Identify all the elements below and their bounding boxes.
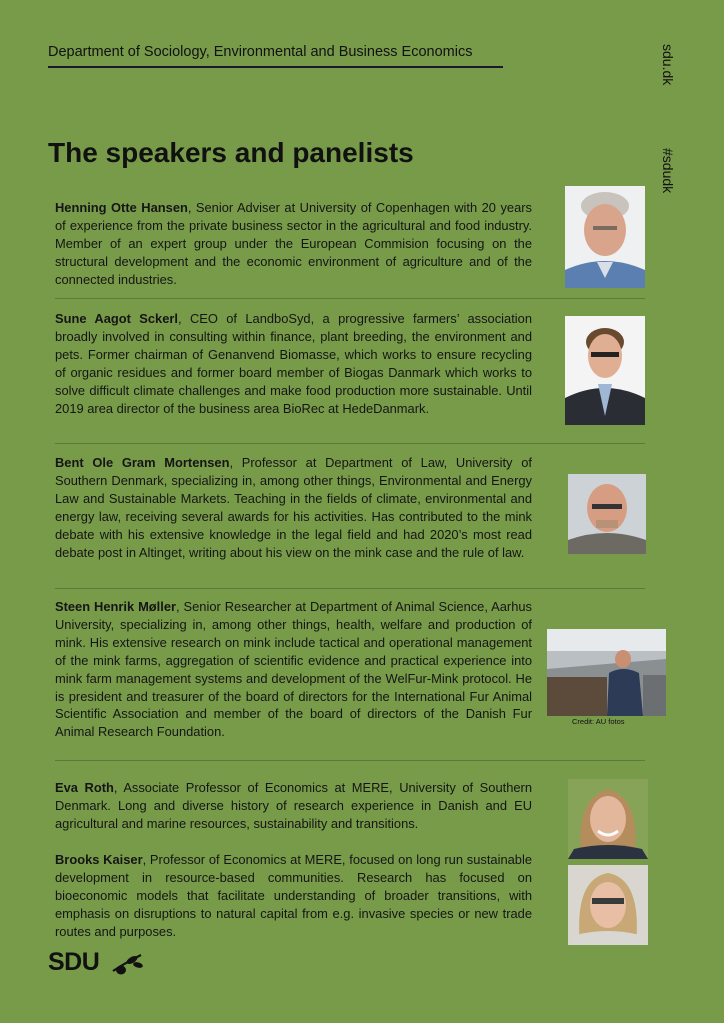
hashtag: #sdudk bbox=[660, 148, 676, 194]
speaker-photo-3 bbox=[568, 474, 646, 554]
divider bbox=[55, 760, 645, 761]
photo-credit: Credit: AU fotos bbox=[572, 717, 625, 726]
speaker-bio-1 bbox=[55, 199, 532, 289]
speaker-name: Brooks Kaiser bbox=[55, 852, 143, 867]
speaker-name: Eva Roth bbox=[55, 780, 114, 795]
speaker-bio-2 bbox=[55, 310, 532, 417]
speaker-bio-3 bbox=[55, 454, 532, 561]
divider bbox=[55, 443, 645, 444]
speaker-description: , Associate Professor of Economics at MERE, University of Southern Denmark. Long and diverse history of research experience in Danish and EU agricultural and marine resources, sustainability and transitions. bbox=[55, 780, 532, 831]
speaker-description: , Professor of Economics at MERE, focused on long run sustainable development in resource-based communities. Research has focused on bioeconomic models that facilitate understanding of broader transitions, with emphasis on disruptions to natural capital from e.g. invasive species or new trade routes and purposes. bbox=[55, 852, 532, 939]
logo-wordmark: SDU bbox=[48, 948, 100, 976]
divider bbox=[55, 298, 645, 299]
speaker-name: Bent Ole Gram Mortensen bbox=[55, 455, 230, 470]
speaker-photo-4 bbox=[547, 629, 666, 716]
speaker-name: Henning Otte Hansen bbox=[55, 200, 188, 215]
sdu-logo bbox=[48, 948, 148, 978]
speaker-bio-4 bbox=[55, 598, 532, 741]
speaker-photo-6 bbox=[568, 865, 648, 945]
olive-branch-icon bbox=[111, 951, 145, 975]
speaker-photo-1 bbox=[565, 186, 645, 288]
page-title: The speakers and panelists bbox=[48, 137, 414, 168]
speaker-description: , Senior Researcher at Department of Animal Science, Aarhus University, specializing in, among other things, health, welfare and production of mink. His extensive research on mink include tactical and operational management of the mink farms, aggregation of scientific evidence and practical experience into mink farm management systems and development of the WelFur-Mink protocol. He is president and treasurer of the board of directors for the International Fur Animal Scientific Association and member of the board of directors of the Danish Fur Animal Research Foundation. bbox=[55, 599, 532, 740]
speaker-photo-2 bbox=[565, 316, 645, 425]
speaker-name: Steen Henrik Møller bbox=[55, 599, 177, 614]
speaker-bio-5 bbox=[55, 779, 532, 833]
department-header: Department of Sociology, Environmental and Business Economics bbox=[48, 44, 503, 68]
divider bbox=[55, 588, 645, 589]
speaker-photo-5 bbox=[568, 779, 648, 859]
site-url: sdu.dk bbox=[660, 44, 676, 86]
speaker-description: , Senior Adviser at University of Copenhagen with 20 years of experience from the private business sector in the agricultural and food industry. Member of an expert group under the European Commision focusing on the structural development and the economic environment of agriculture and of the connected industries. bbox=[55, 200, 532, 287]
speaker-name: Sune Aagot Sckerl bbox=[55, 311, 178, 326]
speaker-description: , CEO of LandboSyd, a progressive farmers’ association broadly involved in consulting within finance, plant breeding, the environment and pets. Former chairman of Genanvend Biomasse, which works to ensure recycling of organic residues and former board member of Biogas Danmark which works to solve difficult climate challenges and make food production more sustainable. Until 2019 area director of the business area BioRec at HedeDanmark. bbox=[55, 311, 532, 416]
speaker-description: , Professor at Department of Law, University of Southern Denmark, specializing in, among other things, Environmental and Energy Law and Sustainable Markets. Teaching in the fields of climate, environmental and energy law, receiving several awards for his activities. Has contributed to the mink debate with his extensive knowledge in the legal field and had 2020’s most read debate post in Altinget, writing about his view on the mink case and the rule of law. bbox=[55, 455, 532, 560]
speaker-bio-6 bbox=[55, 851, 532, 941]
